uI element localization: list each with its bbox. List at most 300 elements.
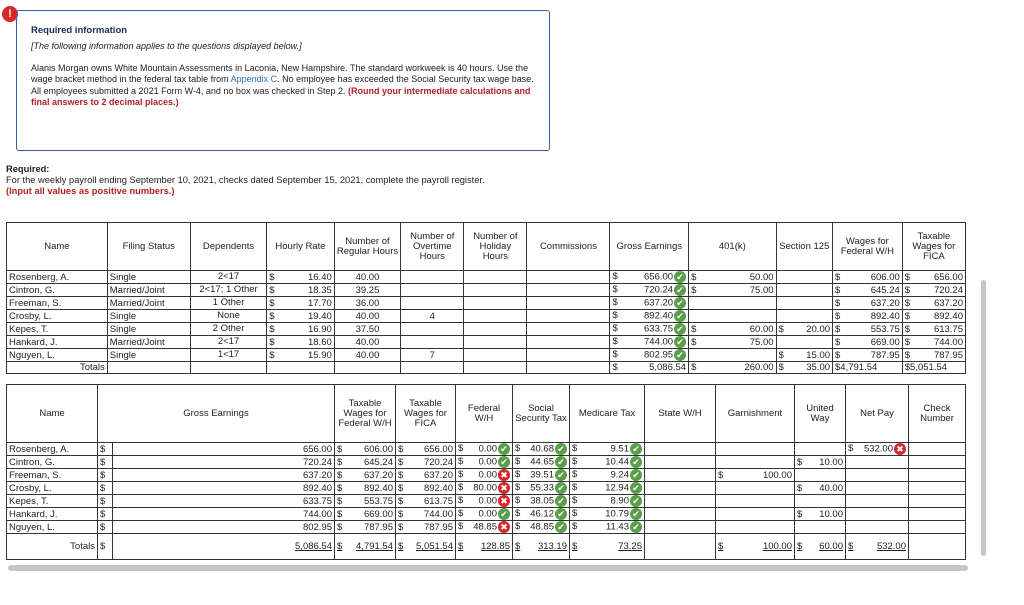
wages-federal-wh-currency: $ <box>835 349 841 361</box>
garnishment[interactable] <box>716 521 795 534</box>
gross-earnings-value: 892.40 <box>644 310 674 322</box>
united-way-value: 40.00 <box>819 482 843 494</box>
total-state-wh-empty <box>645 534 716 560</box>
taxable-wages-fica-value: 656.00 <box>933 271 963 283</box>
social-security-tax-currency: $ <box>515 495 521 506</box>
gross-currency: $ <box>98 482 113 495</box>
check-number[interactable] <box>909 469 966 482</box>
garnishment[interactable] <box>716 508 795 521</box>
social-security-tax-value-wrap <box>530 495 567 507</box>
taxable-wages-fica[interactable] <box>396 456 456 469</box>
regular-hours[interactable]: 37.50 <box>334 323 400 336</box>
social-security-tax[interactable] <box>513 443 570 456</box>
taxable-wages-fica[interactable] <box>396 495 456 508</box>
hourly-rate-value-wrap <box>308 337 332 348</box>
commissions[interactable] <box>527 284 610 297</box>
taxable-wages-federal[interactable] <box>335 456 396 469</box>
filing-status[interactable]: Single <box>107 323 190 336</box>
commissions[interactable] <box>527 310 610 323</box>
commissions[interactable] <box>527 336 610 349</box>
gross-earnings-value: 744.00 <box>644 336 674 348</box>
overtime-hours[interactable] <box>401 336 464 349</box>
taxable-wages-fica[interactable] <box>396 521 456 534</box>
gross-earnings-currency: $ <box>612 271 618 282</box>
gross-earnings[interactable]: 637.20 <box>113 469 335 482</box>
taxable-wages-fica[interactable] <box>902 310 965 323</box>
net-pay[interactable] <box>846 443 909 456</box>
gross-earnings[interactable] <box>610 323 689 336</box>
gross-earnings[interactable] <box>610 297 689 310</box>
garnishment[interactable] <box>716 456 795 469</box>
holiday-hours[interactable] <box>464 271 527 284</box>
regular-hours[interactable]: 36.00 <box>334 297 400 310</box>
holiday-hours[interactable] <box>464 323 527 336</box>
garnishment-value: 100.00 <box>762 469 792 481</box>
social-security-tax-value: 40.68 <box>530 443 554 455</box>
gross-earnings[interactable]: 633.75 <box>113 495 335 508</box>
overtime-hours[interactable] <box>401 323 464 336</box>
united-way[interactable] <box>795 443 846 456</box>
holiday-hours[interactable] <box>464 284 527 297</box>
filing-status[interactable]: Single <box>107 271 190 284</box>
wages-federal-wh[interactable] <box>833 349 903 362</box>
overtime-hours[interactable] <box>401 297 464 310</box>
united-way[interactable] <box>795 508 846 521</box>
medicare-tax[interactable] <box>570 456 645 469</box>
taxable-wages-fica-value-wrap <box>934 298 963 309</box>
state-wh[interactable] <box>645 508 716 521</box>
section-125[interactable] <box>776 297 832 310</box>
gross-earnings[interactable] <box>610 336 689 349</box>
taxable-wages-fica[interactable] <box>902 349 965 362</box>
united-way[interactable] <box>795 521 846 534</box>
regular-hours[interactable]: 40.00 <box>334 349 400 362</box>
section-125[interactable] <box>776 349 832 362</box>
employee-name: Crosby, L. <box>7 310 108 323</box>
medicare-tax-value-wrap <box>611 495 643 507</box>
check-icon: ✔ <box>555 508 567 520</box>
contribution-401k[interactable] <box>689 284 776 297</box>
gross-earnings[interactable] <box>610 349 689 362</box>
col-header-dependents: Dependents <box>190 223 266 271</box>
employee-name: Freeman, S. <box>7 297 108 310</box>
federal-wh-value-wrap <box>479 443 511 455</box>
gross-earnings[interactable]: 802.95 <box>113 521 335 534</box>
federal-wh[interactable] <box>456 508 513 521</box>
totals-overtime-empty <box>401 362 464 374</box>
taxable-wages-fica-value: 744.00 <box>933 336 963 348</box>
section-125-value-wrap <box>806 350 830 361</box>
medicare-tax-value: 11.43 <box>605 521 629 533</box>
medicare-tax[interactable] <box>570 482 645 495</box>
hourly-rate[interactable] <box>267 336 335 349</box>
social-security-tax[interactable] <box>513 521 570 534</box>
medicare-tax[interactable] <box>570 443 645 456</box>
gross-earnings-currency: $ <box>612 323 618 334</box>
garnishment[interactable] <box>716 469 795 482</box>
gross-earnings[interactable]: 744.00 <box>113 508 335 521</box>
check-number[interactable] <box>909 508 966 521</box>
totals-label: Totals <box>7 534 98 560</box>
taxable-wages-federal-currency: $ <box>337 469 343 481</box>
federal-wh-currency: $ <box>458 482 464 493</box>
check-number[interactable] <box>909 443 966 456</box>
filing-status[interactable]: Single <box>107 310 190 323</box>
dependents[interactable]: 2<17; 1 Other <box>190 284 266 297</box>
wages-federal-wh-currency: $ <box>835 271 841 283</box>
taxable-wages-fica-value: 637.20 <box>423 469 453 481</box>
taxable-wages-federal-value-wrap <box>364 522 393 533</box>
wages-federal-wh[interactable] <box>833 323 903 336</box>
medicare-tax-currency: $ <box>572 443 578 454</box>
employee-name: Rosenberg, A. <box>7 443 98 456</box>
check-number[interactable] <box>909 456 966 469</box>
gross-earnings-currency: $ <box>612 297 618 308</box>
net-pay[interactable] <box>846 508 909 521</box>
taxable-wages-fica[interactable] <box>396 443 456 456</box>
united-way-currency: $ <box>797 508 803 520</box>
taxable-wages-fica-value-wrap <box>424 522 453 533</box>
section-125-value: 15.00 <box>806 349 831 361</box>
wages-federal-wh[interactable] <box>833 271 903 284</box>
table-row <box>7 284 966 297</box>
holiday-hours[interactable] <box>464 336 527 349</box>
hourly-rate[interactable] <box>267 349 335 362</box>
total-garnishment[interactable] <box>716 534 795 560</box>
totals-holiday-empty <box>464 362 527 374</box>
total-united-way-value: 60.00 <box>819 541 843 552</box>
total-taxable-wages-fica[interactable]: $5,051.54 <box>902 362 965 374</box>
social-security-tax[interactable] <box>513 495 570 508</box>
contribution-401k[interactable] <box>689 310 776 323</box>
section-125[interactable] <box>776 336 832 349</box>
required-label: Required: <box>6 164 50 174</box>
contribution-401k-value-wrap <box>750 285 774 296</box>
net-pay[interactable] <box>846 482 909 495</box>
contribution-401k[interactable] <box>689 271 776 284</box>
total-taxable-wages-fica[interactable] <box>396 534 456 560</box>
federal-wh-value: 0.00 <box>478 456 497 468</box>
wages-federal-wh[interactable] <box>833 336 903 349</box>
table-row <box>7 443 966 456</box>
taxable-wages-federal[interactable] <box>335 495 396 508</box>
taxable-wages-fica[interactable] <box>396 482 456 495</box>
united-way[interactable] <box>795 456 846 469</box>
united-way[interactable] <box>795 469 846 482</box>
taxable-wages-federal-value-wrap <box>364 496 393 507</box>
hourly-rate-value-wrap <box>308 272 332 283</box>
taxable-wages-fica[interactable] <box>396 508 456 521</box>
taxable-wages-fica[interactable] <box>902 271 965 284</box>
employee-name: Rosenberg, A. <box>7 271 108 284</box>
wages-federal-wh-value-wrap <box>871 272 900 283</box>
totals-row <box>7 362 966 374</box>
gross-earnings[interactable]: 656.00 <box>113 443 335 456</box>
state-wh[interactable] <box>645 456 716 469</box>
federal-wh-value-wrap <box>473 521 510 533</box>
contribution-401k[interactable] <box>689 336 776 349</box>
federal-wh[interactable] <box>456 521 513 534</box>
hourly-rate-value-wrap <box>308 350 332 361</box>
federal-wh[interactable] <box>456 495 513 508</box>
commissions[interactable] <box>527 323 610 336</box>
gross-earnings-value-wrap <box>644 323 686 335</box>
wages-federal-wh-value-wrap <box>871 285 900 296</box>
dependents[interactable]: 2 Other <box>190 323 266 336</box>
payroll-register-table-2 <box>6 384 966 560</box>
taxable-wages-fica[interactable] <box>902 336 965 349</box>
taxable-wages-fica[interactable] <box>902 284 965 297</box>
overtime-hours[interactable] <box>401 284 464 297</box>
col2-header-taxable-wages-federal: Taxable Wages for Federal W/H <box>335 385 396 443</box>
hourly-rate[interactable] <box>267 310 335 323</box>
federal-wh[interactable] <box>456 443 513 456</box>
taxable-wages-fica[interactable] <box>396 469 456 482</box>
hourly-rate-value: 18.35 <box>307 284 332 296</box>
taxable-wages-fica-currency: $ <box>398 443 404 455</box>
dependents[interactable]: 2<17 <box>190 271 266 284</box>
federal-wh[interactable] <box>456 482 513 495</box>
taxable-wages-fica-value-wrap <box>424 509 453 520</box>
taxable-wages-federal-currency: $ <box>337 443 343 455</box>
social-security-tax-value: 48.85 <box>530 521 554 533</box>
united-way[interactable] <box>795 482 846 495</box>
total-united-way-currency: $ <box>797 541 803 552</box>
united-way-currency: $ <box>797 456 803 468</box>
filing-status[interactable]: Married/Joint <box>107 297 190 310</box>
gross-earnings[interactable]: 720.24 <box>113 456 335 469</box>
section-125[interactable] <box>776 310 832 323</box>
united-way-currency: $ <box>797 482 803 494</box>
hourly-rate[interactable] <box>267 284 335 297</box>
total-federal-wh[interactable] <box>456 534 513 560</box>
check-icon: ✔ <box>630 469 642 481</box>
contribution-401k-currency: $ <box>691 323 697 335</box>
total-medicare[interactable] <box>570 534 645 560</box>
garnishment[interactable] <box>716 495 795 508</box>
social-security-tax-currency: $ <box>515 443 521 454</box>
contribution-401k[interactable] <box>689 323 776 336</box>
taxable-wages-federal[interactable] <box>335 482 396 495</box>
total-gross-earnings[interactable] <box>610 362 689 374</box>
gross-earnings[interactable] <box>610 310 689 323</box>
taxable-wages-fica[interactable] <box>902 323 965 336</box>
medicare-tax-value-wrap <box>606 521 642 533</box>
taxable-wages-federal-value-wrap <box>364 509 393 520</box>
taxable-wages-federal[interactable] <box>335 469 396 482</box>
gross-currency: $ <box>98 521 113 534</box>
table-row <box>7 271 966 284</box>
holiday-hours[interactable] <box>464 310 527 323</box>
federal-wh[interactable] <box>456 469 513 482</box>
total-social-security-value: 313.19 <box>537 541 567 552</box>
social-security-tax[interactable] <box>513 482 570 495</box>
filing-status[interactable]: Married/Joint <box>107 284 190 297</box>
holiday-hours[interactable] <box>464 297 527 310</box>
payroll-register-table-1 <box>6 222 966 374</box>
hourly-rate-value-wrap <box>308 311 332 322</box>
social-security-tax-value: 39.51 <box>530 469 554 481</box>
total-401k-value-wrap <box>744 362 773 373</box>
check-number[interactable] <box>909 495 966 508</box>
regular-hours[interactable]: 40.00 <box>334 271 400 284</box>
wages-federal-wh[interactable] <box>833 310 903 323</box>
social-security-tax[interactable] <box>513 469 570 482</box>
regular-hours[interactable]: 40.00 <box>334 310 400 323</box>
state-wh[interactable] <box>645 482 716 495</box>
net-pay-value-wrap <box>864 443 906 455</box>
filing-status[interactable]: Married/Joint <box>107 336 190 349</box>
net-pay[interactable] <box>846 456 909 469</box>
required-section <box>6 164 485 197</box>
total-social-security-value-wrap <box>538 541 567 552</box>
total-401k[interactable] <box>689 362 776 374</box>
commissions[interactable] <box>527 297 610 310</box>
total-united-way[interactable] <box>795 534 846 560</box>
taxable-wages-federal[interactable] <box>335 508 396 521</box>
taxable-wages-fica[interactable] <box>902 297 965 310</box>
federal-wh-currency: $ <box>458 495 464 506</box>
dependents[interactable]: 1 Other <box>190 297 266 310</box>
contribution-401k[interactable] <box>689 349 776 362</box>
garnishment[interactable] <box>716 482 795 495</box>
garnishment-value-wrap <box>763 470 792 481</box>
net-pay-currency: $ <box>848 443 854 454</box>
check-icon: ✔ <box>674 271 686 283</box>
total-gross-earnings-value-wrap <box>649 362 686 373</box>
total-federal-wh-currency: $ <box>458 541 464 552</box>
appendix-c-link[interactable]: Appendix C <box>230 74 278 85</box>
commissions[interactable] <box>527 271 610 284</box>
wages-federal-wh[interactable] <box>833 297 903 310</box>
social-security-tax-value: 55.33 <box>530 482 554 494</box>
taxable-wages-fica-value-wrap <box>934 272 963 283</box>
medicare-tax-value-wrap <box>611 443 643 455</box>
taxable-wages-fica-currency: $ <box>904 310 911 322</box>
check-number[interactable] <box>909 482 966 495</box>
holiday-hours[interactable] <box>464 349 527 362</box>
horizontal-scrollbar[interactable] <box>8 565 968 571</box>
gross-currency: $ <box>98 469 113 482</box>
check-number[interactable] <box>909 521 966 534</box>
total-section-125[interactable] <box>776 362 832 374</box>
table-row <box>7 323 966 336</box>
taxable-wages-fica-value: 892.40 <box>423 482 453 494</box>
gross-earnings-value-wrap <box>644 349 686 361</box>
state-wh[interactable] <box>645 443 716 456</box>
overtime-hours[interactable] <box>401 271 464 284</box>
hourly-rate[interactable] <box>267 323 335 336</box>
check-icon: ✔ <box>555 495 567 507</box>
federal-wh-value-wrap <box>473 482 510 494</box>
hourly-rate[interactable] <box>267 297 335 310</box>
wages-federal-wh-value-wrap <box>871 298 900 309</box>
section-125[interactable] <box>776 271 832 284</box>
wages-federal-wh[interactable] <box>833 284 903 297</box>
filing-status[interactable]: Single <box>107 349 190 362</box>
section-125[interactable] <box>776 284 832 297</box>
dependents[interactable]: 2<17 <box>190 336 266 349</box>
overtime-hours[interactable]: 7 <box>401 349 464 362</box>
garnishment[interactable] <box>716 443 795 456</box>
gross-earnings-value: 633.75 <box>644 323 674 335</box>
federal-wh[interactable] <box>456 456 513 469</box>
gross-earnings[interactable] <box>610 271 689 284</box>
employee-name: Kepes, T. <box>7 323 108 336</box>
federal-wh-value-wrap <box>479 456 511 468</box>
net-pay[interactable] <box>846 495 909 508</box>
dependents[interactable]: 1<17 <box>190 349 266 362</box>
total-wages-federal-wh[interactable]: $4,791.54 <box>833 362 903 374</box>
social-security-tax[interactable] <box>513 508 570 521</box>
vertical-scrollbar[interactable] <box>981 280 986 556</box>
social-security-tax-value-wrap <box>530 443 567 455</box>
state-wh[interactable] <box>645 495 716 508</box>
total-taxable-wages-federal[interactable] <box>335 534 396 560</box>
net-pay[interactable] <box>846 469 909 482</box>
dependents[interactable]: None <box>190 310 266 323</box>
total-gross-earnings[interactable]: 5,086.54 <box>113 534 335 560</box>
check-icon: ✔ <box>630 495 642 507</box>
medicare-tax[interactable] <box>570 521 645 534</box>
taxable-wages-fica-value: 720.24 <box>423 456 453 468</box>
required-text: For the weekly payroll ending September 10, 2021, checks dated September 15, 2021, complete the payroll register. <box>6 175 485 185</box>
gross-currency: $ <box>98 508 113 521</box>
medicare-tax[interactable] <box>570 495 645 508</box>
total-social-security[interactable] <box>513 534 570 560</box>
total-net-pay[interactable] <box>846 534 909 560</box>
contribution-401k[interactable] <box>689 297 776 310</box>
section-125[interactable] <box>776 323 832 336</box>
total-federal-wh-value-wrap <box>481 541 510 552</box>
social-security-tax[interactable] <box>513 456 570 469</box>
section-125-value: 20.00 <box>806 323 831 335</box>
contribution-401k-value: 75.00 <box>749 284 774 296</box>
hourly-rate-currency: $ <box>269 323 275 335</box>
gross-earnings[interactable] <box>610 284 689 297</box>
state-wh[interactable] <box>645 521 716 534</box>
taxable-wages-federal[interactable] <box>335 521 396 534</box>
col-header-wages-federal-wh: Wages for Federal W/H <box>833 223 903 271</box>
hourly-rate[interactable] <box>267 271 335 284</box>
totals-rate-empty <box>267 362 335 374</box>
total-garnishment-currency: $ <box>718 541 724 552</box>
check-icon: ✔ <box>674 310 686 322</box>
regular-hours[interactable]: 40.00 <box>334 336 400 349</box>
gross-earnings-currency: $ <box>612 284 618 295</box>
social-security-tax-currency: $ <box>515 482 521 493</box>
taxable-wages-fica-currency: $ <box>904 297 911 309</box>
net-pay[interactable] <box>846 521 909 534</box>
wages-federal-wh-value-wrap <box>871 311 900 322</box>
col2-header-gross-earnings: Gross Earnings <box>98 385 335 443</box>
gross-earnings[interactable]: 892.40 <box>113 482 335 495</box>
united-way-value-wrap <box>819 483 843 494</box>
commissions[interactable] <box>527 349 610 362</box>
alert-icon: ! <box>2 6 18 22</box>
united-way[interactable] <box>795 495 846 508</box>
regular-hours[interactable]: 39.25 <box>334 284 400 297</box>
info-body <box>31 63 535 108</box>
taxable-wages-federal[interactable] <box>335 443 396 456</box>
total-medicare-value: 73.25 <box>618 541 642 552</box>
check-icon: ✔ <box>630 443 642 455</box>
overtime-hours[interactable]: 4 <box>401 310 464 323</box>
medicare-tax[interactable] <box>570 508 645 521</box>
gross-earnings-value-wrap <box>644 310 686 322</box>
medicare-tax[interactable] <box>570 469 645 482</box>
state-wh[interactable] <box>645 469 716 482</box>
